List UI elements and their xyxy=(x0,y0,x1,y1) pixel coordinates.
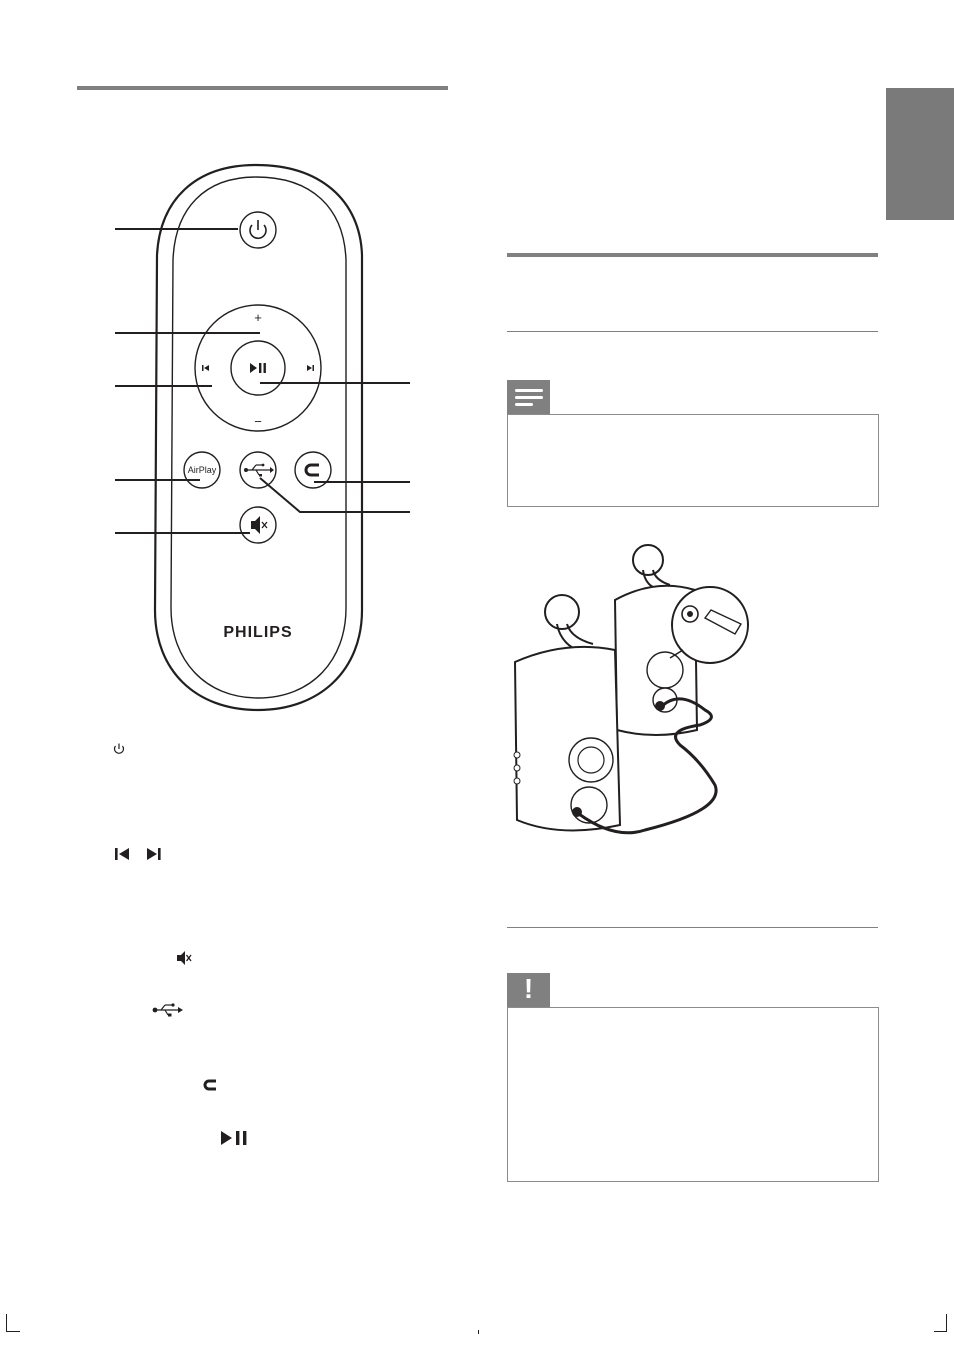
philips-logo: PHILIPS xyxy=(223,624,293,641)
crop-mark xyxy=(946,1314,947,1332)
crop-mark xyxy=(6,1314,7,1332)
prev-next-icons xyxy=(114,846,164,862)
airplay-label: AirPlay xyxy=(187,465,217,475)
note-box xyxy=(507,414,879,507)
section-rule xyxy=(507,331,878,332)
note-icon xyxy=(507,380,550,414)
remote-control-illustration xyxy=(100,160,420,730)
section-rule xyxy=(507,927,878,928)
previous-icon xyxy=(202,365,204,371)
pause-icon xyxy=(259,363,261,373)
volume-down-glyph: − xyxy=(254,414,262,429)
volume-up-glyph: + xyxy=(254,310,262,325)
crop-mark xyxy=(478,1330,479,1334)
play-pause-icon xyxy=(220,1130,250,1146)
power-icon xyxy=(112,742,126,756)
mp3-link-icon xyxy=(202,1077,218,1093)
play-pause-button xyxy=(231,341,285,395)
exclamation-glyph: ! xyxy=(523,973,534,1004)
mute-icon xyxy=(176,950,192,966)
side-tab xyxy=(886,88,954,220)
speaker-connection-illustration xyxy=(505,540,755,840)
caution-icon xyxy=(507,973,550,1007)
right-column-top-rule xyxy=(507,253,878,257)
crop-mark xyxy=(934,1331,947,1332)
caution-box xyxy=(507,1007,879,1182)
usb-icon xyxy=(152,1002,184,1018)
crop-mark xyxy=(6,1331,20,1332)
left-column-top-rule xyxy=(77,86,448,90)
